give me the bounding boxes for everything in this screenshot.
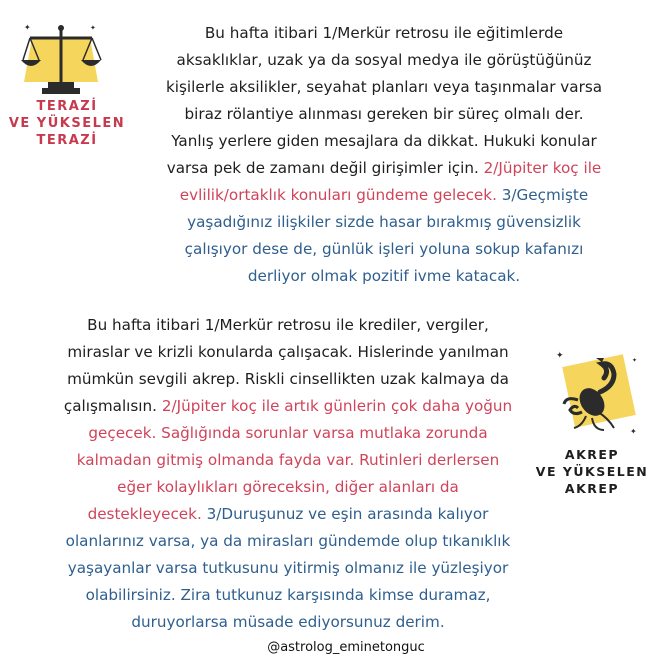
sign-label-line: AKREP [564,481,620,496]
watermark-handle: @astrolog_eminetonguc [267,640,425,655]
text-line [18,474,558,501]
text-line [18,339,558,366]
text-line [118,263,650,290]
svg-text:✦: ✦ [556,351,564,361]
text-segment: evlilik/ortaklık konuları gündeme gelecek. [179,186,502,204]
text-line [118,74,650,101]
text-segment: eğer kolaylıkları göreceksin, diğer alanları da [117,478,459,496]
text-segment: mümkün sevgili akrep. Riskli cinsellikten uzak kalmaya da [67,370,509,388]
scorpion-icon [552,346,642,438]
scales-icon [20,20,102,100]
akrep-horoscope-text [18,312,558,636]
text-segment: çalışıyor dese de, günlük işleri yoluna sokup kafanızı [184,240,584,258]
text-segment: destekleyecek. [87,505,207,523]
sign-label-line: AKREP [564,447,620,462]
text-segment: duruyorlarsa müsade ediyorsunuz derim. [131,613,445,631]
text-segment: varsa pek de zamanı değil girişimler için. [166,159,484,177]
terazi-sign-label [4,98,130,149]
text-segment: 2/Jüpiter koç ile artık günlerin çok daha yoğun [161,397,513,415]
text-line [118,101,650,128]
text-line [18,366,558,393]
text-segment: Bu hafta itibari 1/Merkür retrosu ile eğitimlerde [204,24,564,42]
text-line [118,47,650,74]
text-line [18,501,558,528]
akrep-sign-label [532,446,652,497]
sign-label-line: TERAZİ [36,133,98,148]
text-segment: olanlarınız varsa, ya da mirasları gündemde olup tıkanıklık [65,532,511,550]
text-segment: çalışmalısın. [63,397,162,415]
terazi-horoscope-text [118,20,650,290]
sign-label-line: VE YÜKSELEN [535,464,649,479]
text-segment: biraz rölantiye alınması gereken bir süreç olmalı der. [184,105,584,123]
text-line [18,609,558,636]
text-segment: 2/Jüpiter koç ile [483,159,602,177]
text-line [118,236,650,263]
text-line [18,582,558,609]
text-segment: kişilerle aksilikler, seyahat planları veya taşınmalar varsa [165,78,603,96]
text-segment: miraslar ve krizli konularda çalışacak. Hislerinde yanılman [67,343,509,361]
text-segment: 3/Geçmişte [501,186,589,204]
text-line [118,209,650,236]
text-segment: Yanlış yerlere giden mesajlara da dikkat. Hukuki konular [171,132,597,150]
text-line [18,447,558,474]
text-segment: aksaklıklar, uzak ya da sosyal medya ile görüştüğünüz [176,51,592,69]
text-line [18,393,558,420]
text-segment: kalmadan gitmiş olmanda fayda var. Rutinleri derlersen [76,451,500,469]
text-segment: 3/Duruşunuz ve eşin arasında kalıyor [206,505,489,523]
text-segment: Bu hafta itibari 1/Merkür retrosu ile krediler, vergiler, [87,316,489,334]
text-segment: olabilirsiniz. Zira tutkunuz karşısında kimse duramaz, [85,586,491,604]
svg-text:✦: ✦ [24,23,31,32]
svg-text:✦: ✦ [630,427,637,436]
text-segment: geçecek. Sağlığında sorunlar varsa mutlaka zorunda [88,424,488,442]
text-line [18,555,558,582]
sign-label-line: VE YÜKSELEN [8,116,126,131]
text-line [18,312,558,339]
text-line [18,528,558,555]
text-line [118,182,650,209]
text-segment: yaşayanlar varsa tutkusunu yitirmiş olmanız ile yüzleşiyor [67,559,509,577]
text-line [118,128,650,155]
text-line [118,155,650,182]
svg-text:✦: ✦ [90,24,96,32]
svg-text:✦: ✦ [632,357,638,364]
text-line [118,20,650,47]
sign-label-line: TERAZİ [36,99,98,114]
text-segment: yaşadığınız ilişkiler sizde hasar bırakmış güvensizlik [187,213,581,231]
text-segment: derliyor olmak pozitif ivme katacak. [247,267,521,285]
text-line [18,420,558,447]
